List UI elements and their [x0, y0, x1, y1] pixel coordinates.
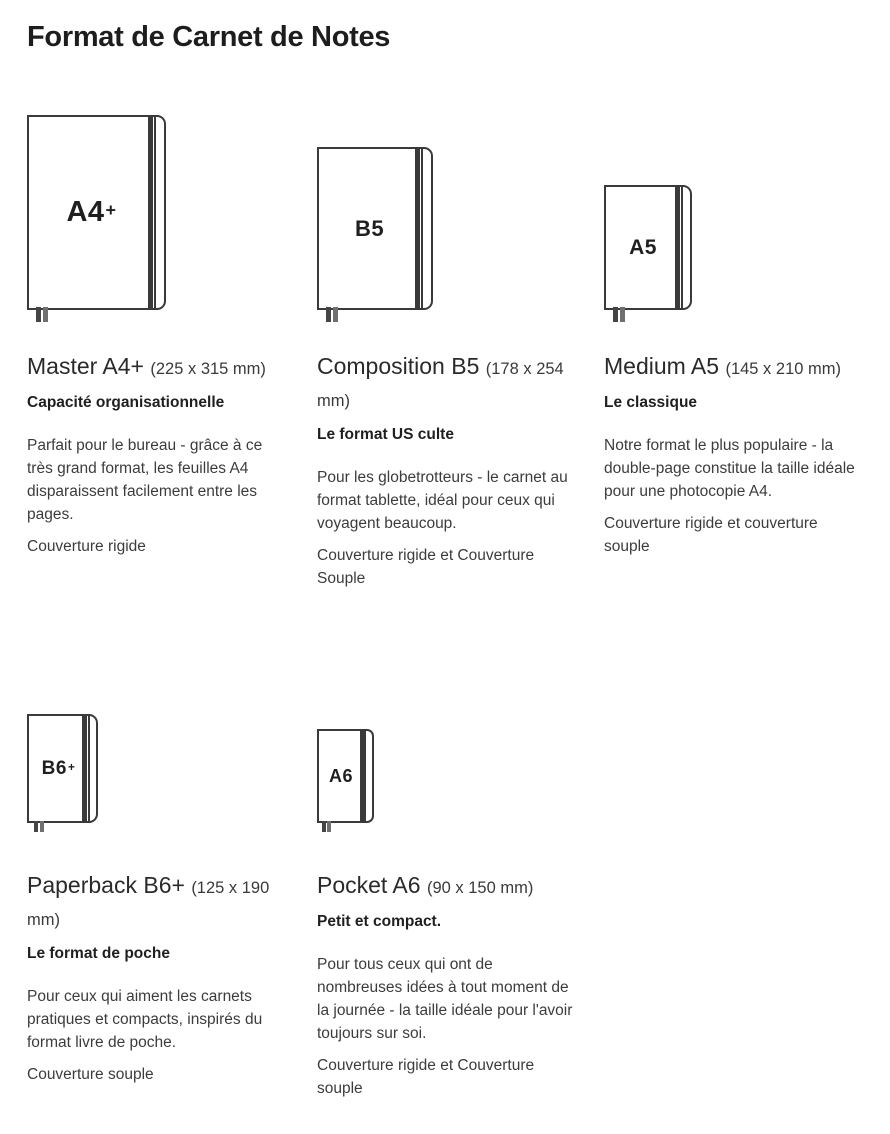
- elastic-band-graphic: [415, 147, 420, 310]
- card-title: [317, 352, 573, 416]
- card-cover-info: Couverture rigide: [27, 538, 146, 555]
- notebook-illustration-a4plus: [27, 115, 166, 310]
- bookmark-ribbon-graphic: [40, 821, 44, 832]
- card-name: Pocket A6: [317, 872, 421, 898]
- notebook-format-label: A4 +: [66, 196, 117, 228]
- notebook-illustration-b5: [317, 147, 433, 310]
- bookmark-ribbon-graphic: [326, 307, 331, 322]
- notebook-figure: [27, 700, 283, 823]
- card-description: Parfait pour le bureau - grâce à ce très grand format, les feuilles A4 disparaissent facilement entre les pages.: [27, 437, 263, 523]
- bookmark-ribbon-graphic: [322, 821, 326, 832]
- page-title: Format de Carnet de Notes: [27, 21, 391, 53]
- card-size: (178 x 254 mm): [317, 360, 564, 410]
- card-size: (225 x 315 mm): [150, 360, 266, 378]
- card-description: Pour ceux qui aiment les carnets pratiques et compacts, inspirés du format livre de poche.: [27, 988, 263, 1051]
- bookmark-ribbon-graphic: [613, 307, 618, 322]
- notebook-illustration-a6: [317, 729, 374, 823]
- card-size: (125 x 190 mm): [27, 879, 270, 929]
- card-description: Notre format le plus populaire - la double-page constitue la taille idéale pour une photocopie A4.: [604, 437, 855, 500]
- elastic-band-graphic: [82, 714, 87, 823]
- card-title: [604, 352, 860, 384]
- format-card-composition-b5: [317, 100, 573, 700]
- card-tagline: Capacité organisationnelle: [27, 394, 225, 411]
- card-title: [27, 352, 283, 384]
- notebook-figure: [317, 100, 573, 310]
- elastic-band-graphic: [148, 115, 153, 310]
- card-name: Composition B5: [317, 353, 480, 379]
- card-name: Paperback B6+: [27, 872, 185, 898]
- notebook-figure: [604, 100, 860, 310]
- card-tagline: Petit et compact.: [317, 913, 442, 930]
- format-card-pocket-a6: [317, 700, 573, 1100]
- notebook-illustration-a5: [604, 185, 692, 310]
- notebook-format-label: B6 +: [41, 757, 76, 779]
- card-size: (145 x 210 mm): [725, 360, 841, 378]
- notebook-format-label: A5: [629, 235, 657, 259]
- card-name: Master A4+: [27, 353, 144, 379]
- card-description: Pour les globetrotteurs - le carnet au format tablette, idéal pour ceux qui voyagent beaucoup.: [317, 469, 568, 532]
- card-cover-info: Couverture souple: [27, 1066, 154, 1083]
- notebook-figure: [27, 100, 283, 310]
- bookmark-ribbon-graphic: [43, 307, 48, 322]
- card-name: Medium A5: [604, 353, 720, 379]
- card-tagline: Le format de poche: [27, 945, 170, 962]
- formats-row-2: [0, 700, 890, 1100]
- notebook-format-label: B5: [354, 215, 385, 241]
- elastic-band-graphic: [675, 185, 680, 310]
- card-title: [27, 871, 283, 935]
- notebook-format-label: A6: [328, 765, 353, 786]
- format-card-medium-a5: [604, 100, 860, 700]
- card-tagline: Le format US culte: [317, 426, 454, 443]
- card-cover-info: Couverture rigide et Couverture Souple: [317, 547, 535, 587]
- card-title: [317, 871, 573, 903]
- bookmark-ribbon-graphic: [333, 307, 338, 322]
- notebook-illustration-b6plus: [27, 714, 98, 823]
- format-card-paperback-b6plus: [27, 700, 283, 1100]
- format-card-master-a4plus: [27, 100, 283, 700]
- bookmark-ribbon-graphic: [620, 307, 625, 322]
- card-description: Pour tous ceux qui ont de nombreuses idées à tout moment de la journée - la taille idéale pour l'avoir toujours sur soi.: [317, 956, 573, 1042]
- card-cover-info: Couverture rigide et couverture souple: [604, 515, 818, 555]
- notebook-figure: [317, 700, 573, 823]
- card-tagline: Le classique: [604, 394, 698, 411]
- bookmark-ribbon-graphic: [36, 307, 41, 322]
- card-size: (90 x 150 mm): [426, 879, 534, 897]
- formats-row-1: [0, 100, 890, 700]
- bookmark-ribbon-graphic: [34, 821, 38, 832]
- bookmark-ribbon-graphic: [327, 821, 331, 832]
- card-cover-info: Couverture rigide et Couverture souple: [317, 1057, 535, 1097]
- elastic-band-graphic: [360, 729, 364, 823]
